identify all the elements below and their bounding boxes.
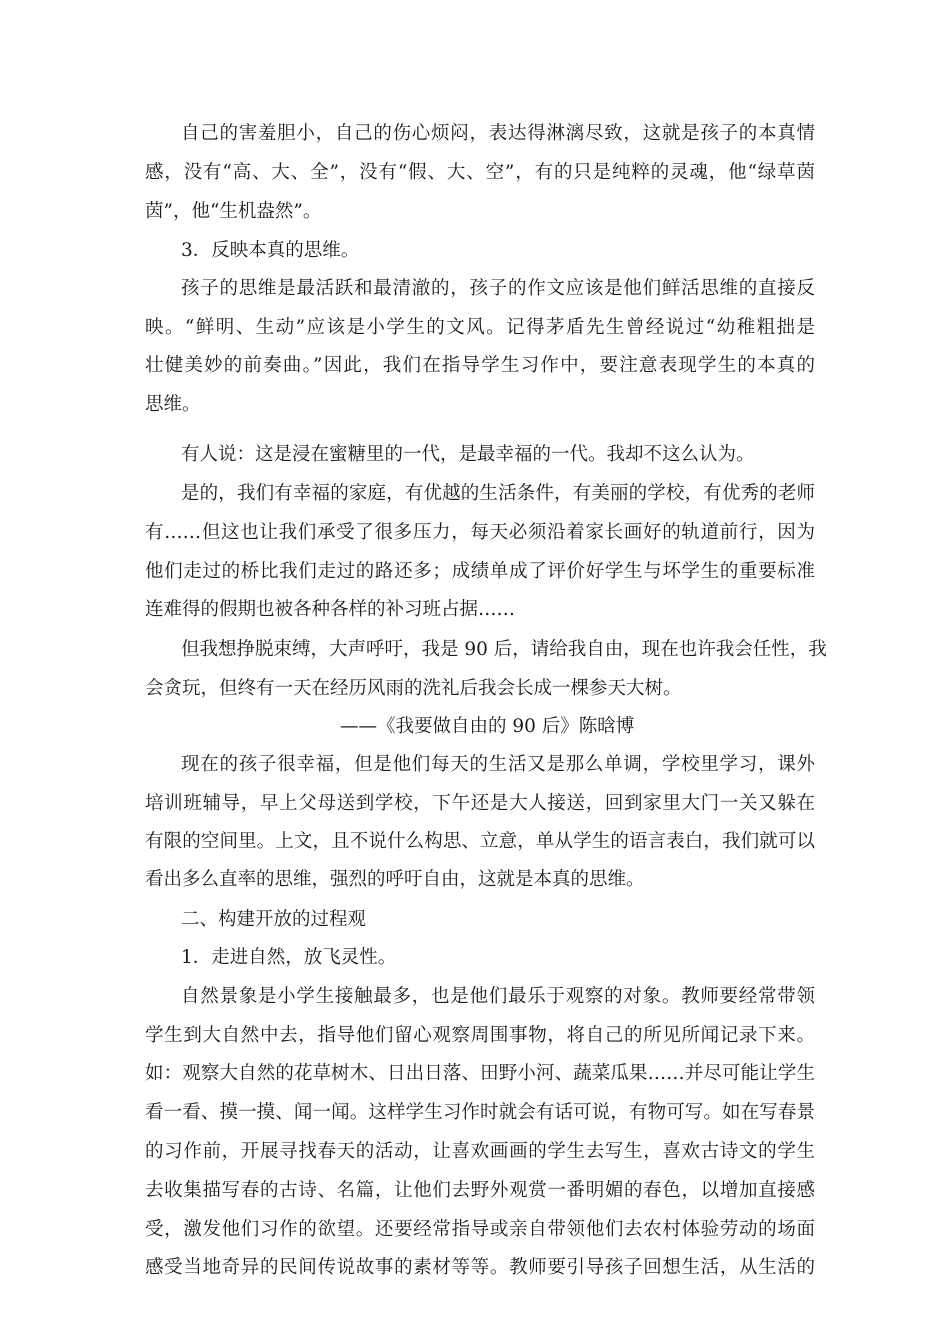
paragraph-line: 感受当地奇异的民间传说故事的素材等等。教师要引导孩子回想生活，从生活的 xyxy=(145,1257,815,1278)
quote-line: 有……但这也让我们承受了很多压力，每天必须沿着家长画好的轨道前行，因为 xyxy=(145,522,815,543)
quote-citation: ——《我要做自由的 90 后》陈晗博 xyxy=(340,716,635,737)
section-heading: 3．反映本真的思维。 xyxy=(181,240,360,261)
paragraph-line: 感，没有“高、大、全”，没有“假、大、空”，有的只是纯粹的灵魂，他“绿草茵 xyxy=(145,162,815,183)
paragraph-line: 学生到大自然中去，指导他们留心观察周围事物，将自己的所见所闻记录下来。 xyxy=(145,1025,815,1046)
quote-line: 但我想挣脱束缚，大声呼吁，我是 90 后，请给我自由，现在也许我会任性，我 xyxy=(181,639,827,660)
paragraph-line: 有限的空间里。上文，且不说什么构思、立意，单从学生的语言表白，我们就可以 xyxy=(145,831,815,852)
quote-line: 有人说：这是浸在蜜糖里的一代，是最幸福的一代。我却不这么认为。 xyxy=(181,444,755,465)
paragraph-line: 孩子的思维是最活跃和最清澈的，孩子的作文应该是他们鲜活思维的直接反 xyxy=(181,278,815,299)
quote-line: 连难得的假期也被各种各样的补习班占据…… xyxy=(145,599,516,620)
paragraph-line: 如：观察大自然的花草树木、日出日落、田野小河、蔬菜瓜果……并尽可能让学生 xyxy=(145,1063,815,1084)
section-heading: 二、构建开放的过程观 xyxy=(181,909,367,930)
subsection-heading: 1．走进自然，放飞灵性。 xyxy=(181,947,397,968)
quote-line: 会贪玩，但终有一天在经历风雨的洗礼后我会长成一棵参天大树。 xyxy=(145,678,682,699)
paragraph-line: 自然景象是小学生接触最多，也是他们最乐于观察的对象。教师要经常带领 xyxy=(181,986,815,1007)
paragraph-line: 现在的孩子很幸福，但是他们每天的生活又是那么单调，学校里学习，课外 xyxy=(181,754,815,775)
paragraph-line: 映。“鲜明、生动”应该是小学生的文风。记得茅盾先生曾经说过“幼稚粗拙是 xyxy=(145,317,815,338)
paragraph-line: 壮健美妙的前奏曲。”因此，我们在指导学生习作中，要注意表现学生的本真的 xyxy=(145,355,815,376)
paragraph-line: 自己的害羞胆小，自己的伤心烦闷，表达得淋漓尽致，这就是孩子的本真情 xyxy=(181,123,815,144)
paragraph-line: 去收集描写春的古诗、名篇，让他们去野外观赏一番明媚的春色，以增加直接感 xyxy=(145,1180,815,1201)
paragraph-line: 的习作前，开展寻找春天的活动，让喜欢画画的学生去写生，喜欢古诗文的学生 xyxy=(145,1141,815,1162)
paragraph-line: 培训班辅导，早上父母送到学校，下午还是大人接送，回到家里大门一关又躲在 xyxy=(145,793,815,814)
paragraph-line: 受，激发他们习作的欲望。还要经常指导或亲自带领他们去农村体验劳动的场面 xyxy=(145,1219,815,1240)
paragraph-line: 看出多么直率的思维，强烈的呼吁自由，这就是本真的思维。 xyxy=(145,869,645,890)
paragraph-line: 看一看、摸一摸、闻一闻。这样学生习作时就会有话可说，有物可写。如在写春景 xyxy=(145,1102,815,1123)
quote-line: 他们走过的桥比我们走过的路还多；成绩单成了评价好学生与坏学生的重要标准 xyxy=(145,561,815,582)
paragraph-line: 茵”，他“生机盎然”。 xyxy=(145,201,322,222)
paragraph-line: 思维。 xyxy=(145,394,201,415)
quote-line: 是的，我们有幸福的家庭，有优越的生活条件，有美丽的学校，有优秀的老师 xyxy=(181,483,815,504)
